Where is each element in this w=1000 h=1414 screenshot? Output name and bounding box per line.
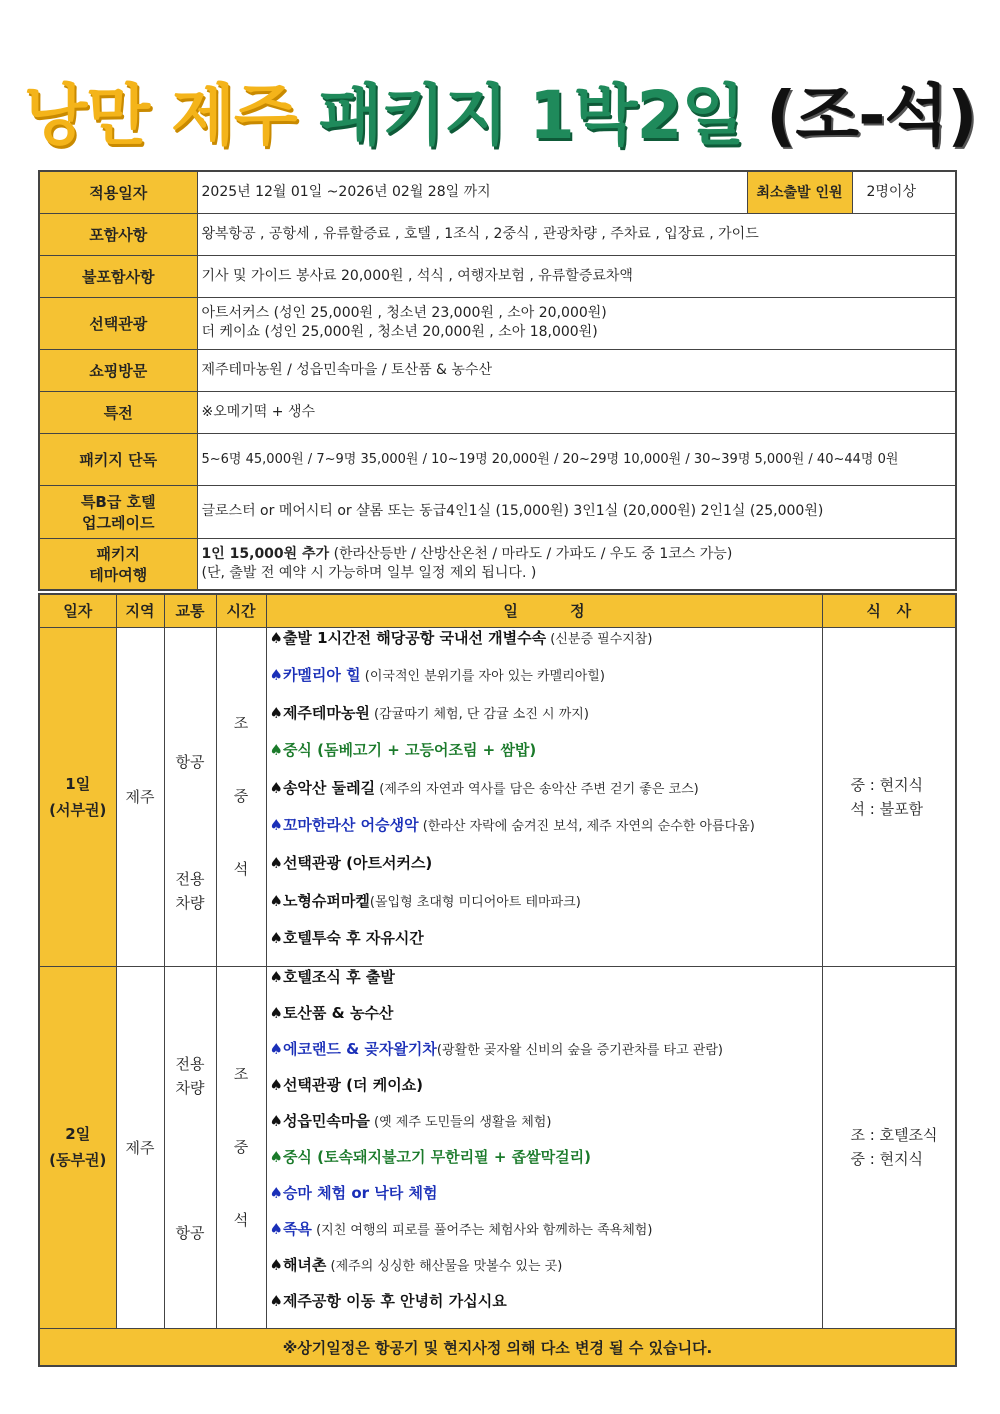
day-1-area: (서부권) bbox=[49, 800, 107, 819]
day-1-time-dinner: 석 bbox=[233, 860, 249, 879]
day-2-area: (동부권) bbox=[49, 1151, 107, 1170]
shop-value: 제주테마농원 / 성읍민속마을 / 토산품 & 농수산 bbox=[197, 349, 956, 391]
itinerary-item: ♠꼬마한라산 어승생악 (한라산 자락에 숨겨진 보석, 제주 자연의 순수한 아름다움) bbox=[269, 816, 755, 835]
itinerary-item: ♠선택관광 (더 케이쇼) bbox=[269, 1075, 424, 1094]
day-2-transport-2: 차량 bbox=[175, 1078, 205, 1097]
theme-price: 1인 15,000원 추가 bbox=[201, 545, 330, 562]
theme-line-2: (단, 출발 전 예약 시 가능하며 일부 일정 제외 됩니다. ) bbox=[201, 564, 537, 581]
day-1-transport-1: 항공 bbox=[175, 752, 205, 771]
day-1-label bbox=[39, 627, 116, 966]
info-row-include bbox=[39, 213, 956, 255]
option-value bbox=[197, 297, 956, 349]
day-2-row bbox=[39, 966, 956, 1328]
option-line-2: 더 케이쇼 (성인 25,000원 , 청소년 20,000원 , 소아 18,000원) bbox=[201, 324, 598, 340]
footer-notice: ※상기일정은 항공기 및 현지사정 의해 다소 변경 될 수 있습니다. bbox=[39, 1328, 956, 1366]
exclude-label: 불포함사항 bbox=[39, 255, 197, 297]
include-value: 왕복항공 , 공항세 , 유류할증료 , 호텔 , 1조식 , 2중식 , 관광차량 , 주차료 , 입장료 , 가이드 bbox=[197, 213, 956, 255]
day-1-transport-2: 전용 bbox=[175, 869, 205, 888]
day-1-region: 제주 bbox=[116, 627, 164, 966]
itinerary-item: ♠제주테마농원 (감귤따기 체험, 단 감귤 소진 시 까지) bbox=[269, 703, 589, 722]
min-people-label: 최소출발 인원 bbox=[747, 171, 852, 213]
hotel-label bbox=[39, 485, 197, 538]
day-1-transport-3: 차량 bbox=[175, 893, 205, 912]
theme-value bbox=[197, 538, 956, 590]
itinerary-item: ♠노형슈퍼마켙(몰입형 초대형 미디어아트 테마파크) bbox=[269, 891, 581, 910]
hotel-label-line-1: 특B급 호텔 bbox=[80, 492, 156, 511]
day-2-time-breakfast: 조 bbox=[233, 1064, 249, 1083]
day-2-itinerary bbox=[266, 966, 822, 1328]
theme-label-line-1: 패키지 bbox=[96, 544, 140, 563]
solo-value: 5~6명 45,000원 / 7~9명 35,000원 / 10~19명 20,000원 / 20~29명 10,000원 / 30~39명 5,000원 / 40~44명 0원 bbox=[197, 433, 956, 485]
hotel-label-line-2: 업그레이드 bbox=[82, 513, 155, 532]
theme-courses: (한라산등반 / 산방산온천 / 마라도 / 가파도 / 우도 중 1코스 가능) bbox=[329, 545, 733, 562]
day-2-region: 제주 bbox=[116, 966, 164, 1328]
title-part3: (조-석) bbox=[766, 77, 977, 154]
info-row-hotel bbox=[39, 485, 956, 538]
title-part1: 낭만 제주 bbox=[23, 77, 297, 154]
day-1-transport bbox=[164, 627, 216, 966]
theme-line-1 bbox=[202, 545, 952, 564]
itinerary-item: ♠제주공항 이동 후 안녕히 가십시요 bbox=[269, 1291, 507, 1310]
itinerary-item: ♠중식 (돔베고기 + 고등어조림 + 쌈밥) bbox=[269, 741, 537, 760]
itinerary-item: ♠에코랜드 & 곶자왈기차(광활한 곶자왈 신비의 숲을 증기관차를 타고 관람) bbox=[269, 1039, 723, 1058]
info-row-bonus bbox=[39, 391, 956, 433]
day-1-meals bbox=[822, 627, 956, 966]
day-1-number: 1일 bbox=[65, 774, 91, 793]
day-1-itinerary bbox=[266, 627, 822, 966]
itinerary-item: ♠호텔투숙 후 자유시간 bbox=[269, 929, 424, 948]
day-2-transport bbox=[164, 966, 216, 1328]
date-value: 2025년 12월 01일 ~2026년 02월 28일 까지 bbox=[197, 171, 747, 213]
solo-label: 패키지 단독 bbox=[39, 433, 197, 485]
day-2-time bbox=[216, 966, 266, 1328]
day-1-time-breakfast: 조 bbox=[233, 714, 249, 733]
title-part2: 패키지 1박2일 bbox=[318, 77, 745, 154]
include-label: 포함사항 bbox=[39, 213, 197, 255]
itinerary-item: ♠해녀촌 (제주의 싱싱한 해산물을 맛볼수 있는 곳) bbox=[269, 1255, 563, 1274]
info-row-option bbox=[39, 297, 956, 349]
day-2-meal-lunch: 중 : 현지식 bbox=[850, 1150, 924, 1169]
info-row-exclude bbox=[39, 255, 956, 297]
itinerary-item: ♠출발 1시간전 해당공항 국내선 개별수속 (신분증 필수지참) bbox=[269, 628, 653, 647]
day-2-time-dinner: 석 bbox=[233, 1210, 249, 1229]
schedule-table bbox=[38, 593, 957, 1367]
theme-label-line-2: 테마여행 bbox=[89, 565, 148, 584]
itinerary-item: ♠카멜리아 힐 (이국적인 분위기를 자아 있는 카멜리아힐) bbox=[269, 666, 605, 685]
day-2-meals bbox=[822, 966, 956, 1328]
header-itinerary: 일 정 bbox=[266, 594, 822, 627]
schedule-header-row bbox=[39, 594, 956, 627]
header-day: 일자 bbox=[39, 594, 116, 627]
info-row-date bbox=[39, 171, 956, 213]
header-meal: 식 사 bbox=[822, 594, 956, 627]
bonus-label: 특전 bbox=[39, 391, 197, 433]
option-line-1: 아트서커스 (성인 25,000원 , 청소년 23,000원 , 소아 20,000원) bbox=[201, 305, 607, 321]
header-region: 지역 bbox=[116, 594, 164, 627]
shop-label: 쇼핑방문 bbox=[39, 349, 197, 391]
day-2-transport-1: 전용 bbox=[175, 1054, 205, 1073]
theme-label bbox=[39, 538, 197, 590]
itinerary-item: ♠중식 (토속돼지불고기 무한리필 + 좁쌀막걸리) bbox=[269, 1147, 591, 1166]
header-transport: 교통 bbox=[164, 594, 216, 627]
day-1-row bbox=[39, 627, 956, 966]
option-label: 선택관광 bbox=[39, 297, 197, 349]
itinerary-item: ♠선택관광 (아트서커스) bbox=[269, 854, 433, 873]
bonus-value: ※오메기떡 + 생수 bbox=[197, 391, 956, 433]
date-label: 적용일자 bbox=[39, 171, 197, 213]
day-1-time-lunch: 중 bbox=[233, 787, 249, 806]
page-title bbox=[0, 62, 1000, 172]
day-1-time bbox=[216, 627, 266, 966]
info-table bbox=[38, 170, 957, 591]
day-2-meal-breakfast: 조 : 호텔조식 bbox=[850, 1126, 938, 1145]
itinerary-item: ♠승마 체험 or 낙타 체험 bbox=[269, 1183, 438, 1202]
info-row-solo bbox=[39, 433, 956, 485]
day-2-transport-3: 항공 bbox=[175, 1223, 205, 1242]
itinerary-item: ♠성읍민속마을 (옛 제주 도민들의 생활을 체험) bbox=[269, 1111, 552, 1130]
exclude-value: 기사 및 가이드 봉사료 20,000원 , 석식 , 여행자보험 , 유류할증료차액 bbox=[197, 255, 956, 297]
min-people-value: 2명이상 bbox=[852, 171, 956, 213]
day-1-meal-dinner: 석 : 불포함 bbox=[850, 799, 924, 818]
hotel-value: 글로스터 or 메어시티 or 샬롬 또는 동급4인1실 (15,000원) 3인1실 (20,000원) 2인1실 (25,000원) bbox=[197, 485, 956, 538]
day-2-time-lunch: 중 bbox=[233, 1137, 249, 1156]
day-2-label bbox=[39, 966, 116, 1328]
day-1-meal-lunch: 중 : 현지식 bbox=[850, 775, 924, 794]
header-time: 시간 bbox=[216, 594, 266, 627]
itinerary-item: ♠족욕 (지친 여행의 피로를 풀어주는 체험사와 함께하는 족욕체험) bbox=[269, 1219, 653, 1238]
info-row-theme bbox=[39, 538, 956, 590]
footer-row bbox=[39, 1328, 956, 1366]
itinerary-item: ♠호텔조식 후 출발 bbox=[269, 967, 395, 986]
itinerary-item: ♠토산품 & 농수산 bbox=[269, 1003, 394, 1022]
info-row-shop bbox=[39, 349, 956, 391]
itinerary-item: ♠송악산 둘레길 (제주의 자연과 역사를 담은 송악산 주변 걷기 좋은 코스) bbox=[269, 778, 699, 797]
day-2-number: 2일 bbox=[65, 1125, 91, 1144]
